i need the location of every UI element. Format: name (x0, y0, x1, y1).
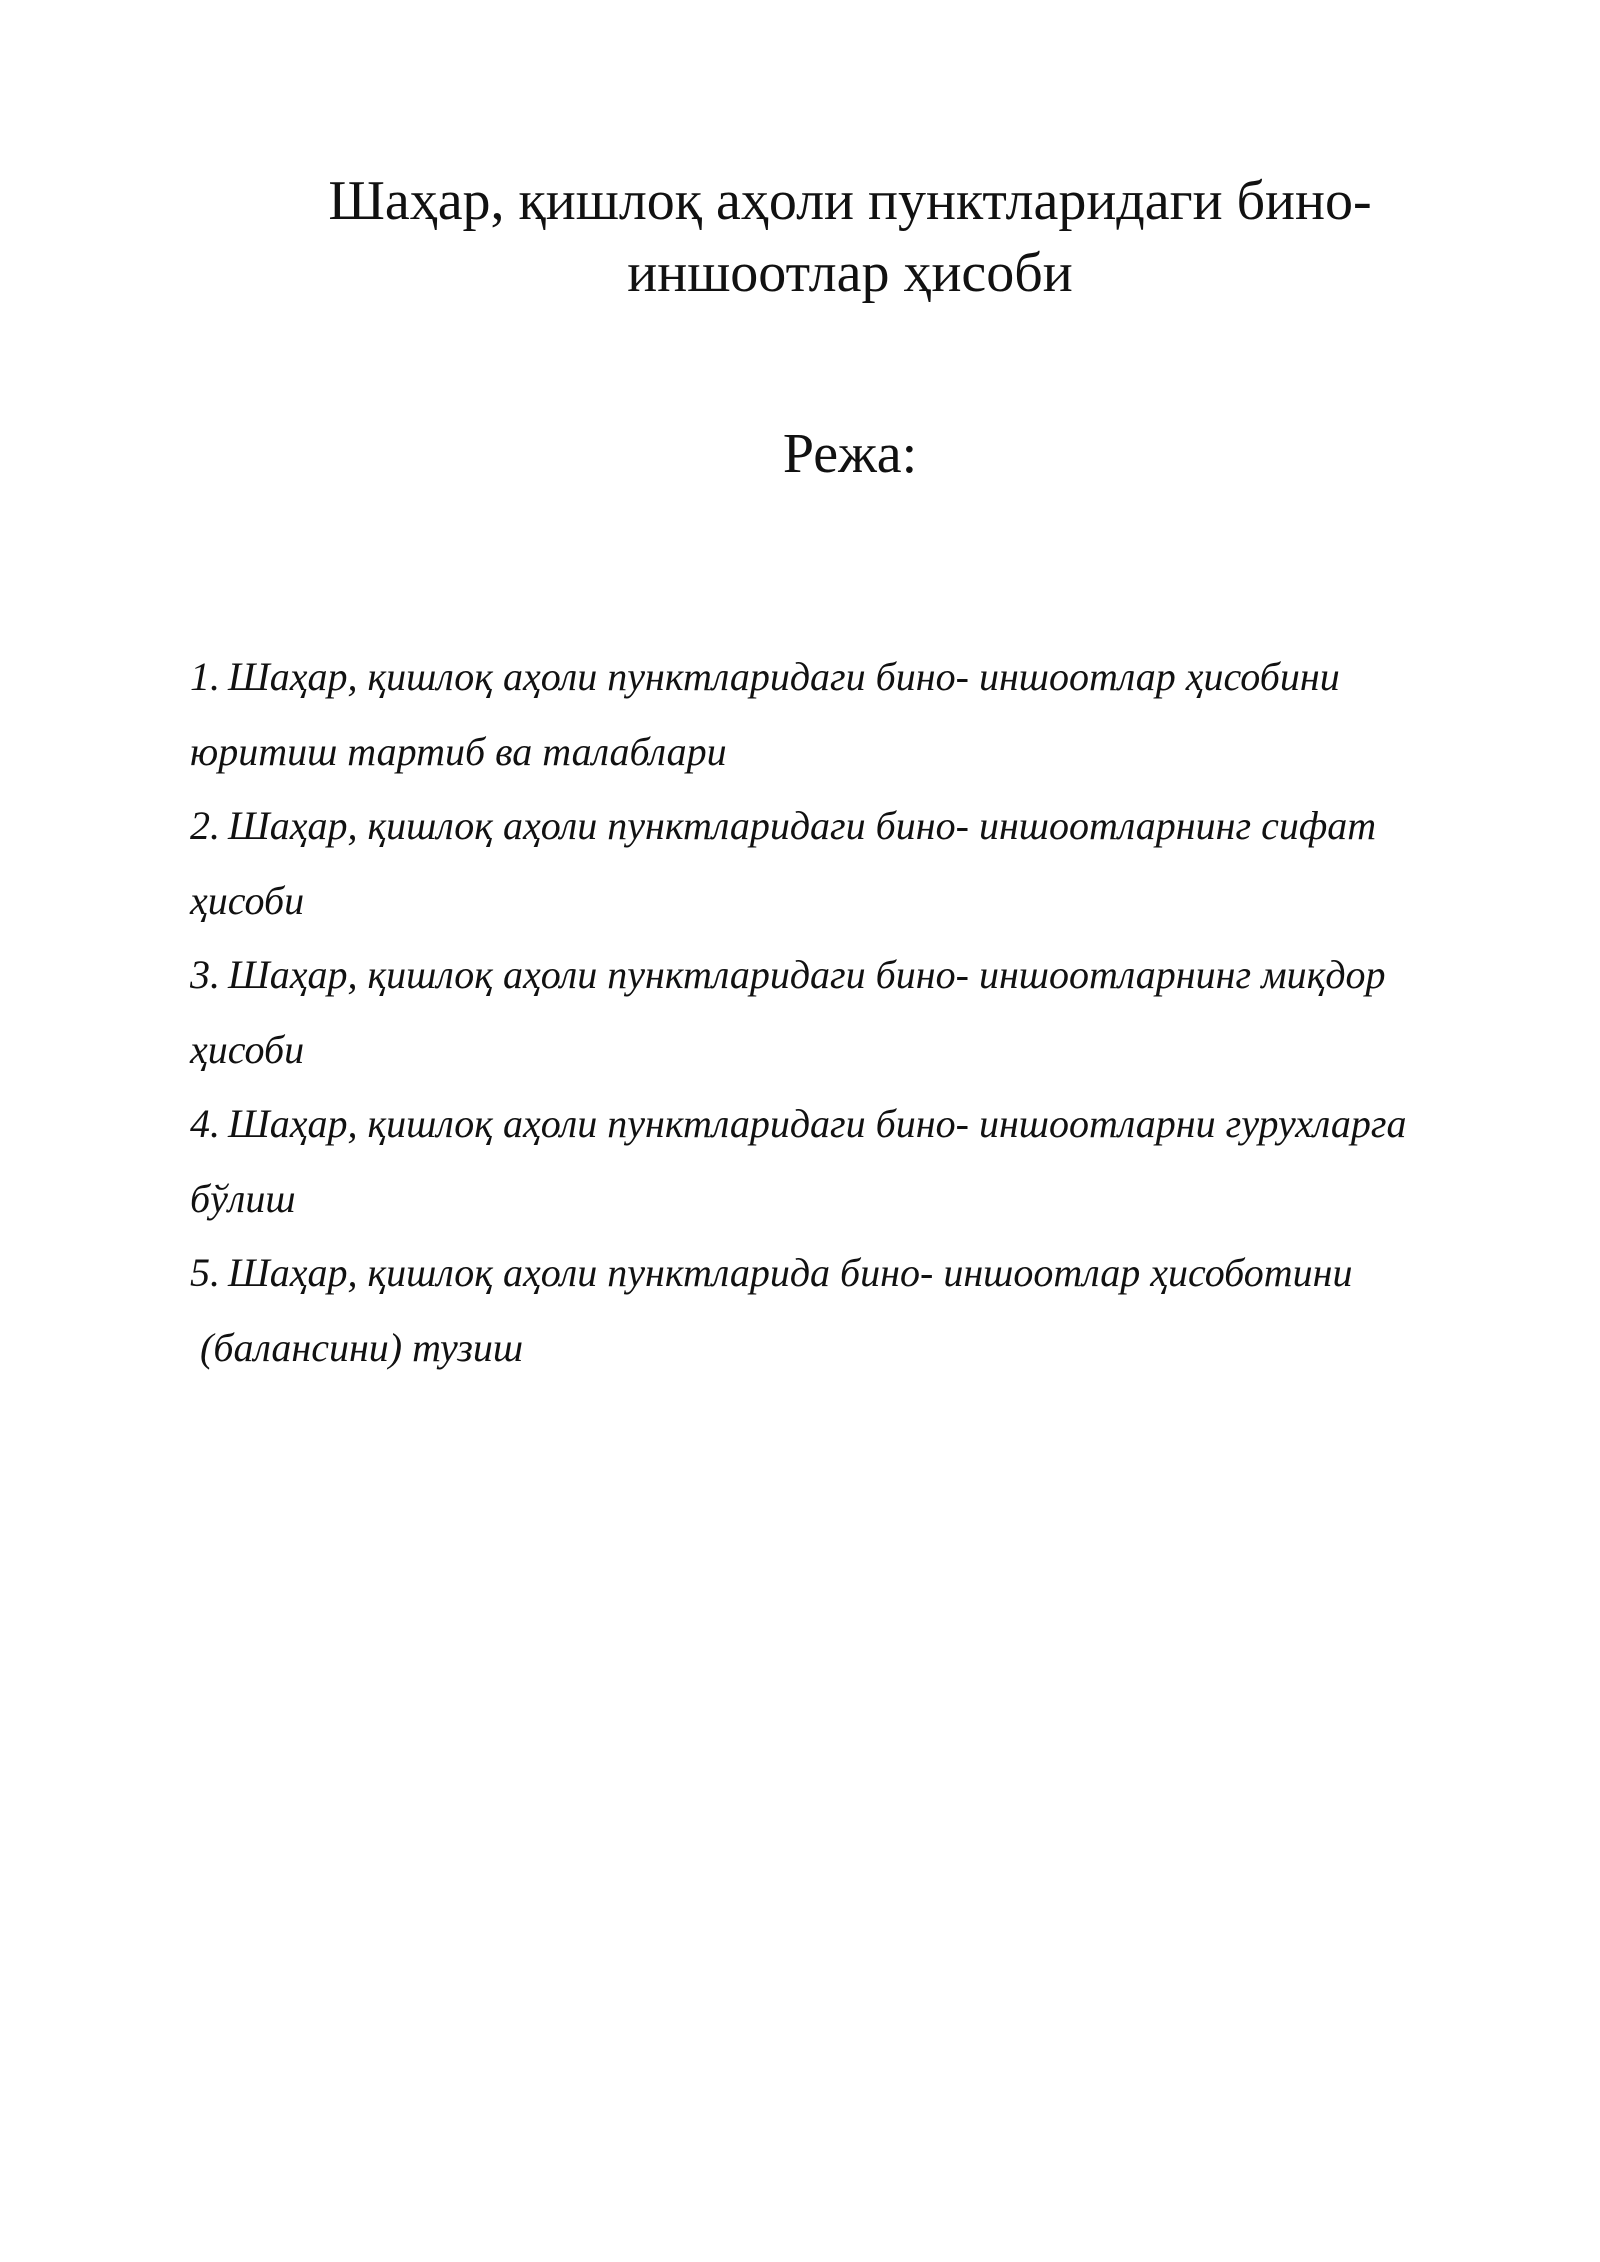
plan-item-line (190, 1236, 1530, 1311)
plan-item-continuation: ҳисоби (190, 877, 305, 923)
plan-item-continuation: ҳисоби (190, 1026, 305, 1072)
plan-item-number: 2. (190, 803, 220, 848)
plan-item-continuation: (балансини) тузиш (200, 1324, 524, 1370)
plan-list (190, 640, 1530, 1385)
plan-item-3 (190, 938, 1530, 1087)
plan-item-text: Шаҳар, қишлоқ аҳоли пунктларидаги бино- иншоотларнинг сифат (228, 803, 1377, 848)
plan-item-continuation: юритиш тартиб ва талаблари (190, 728, 727, 774)
plan-item-number: 3. (190, 952, 220, 997)
plan-heading: Режа: (782, 423, 918, 485)
plan-item-1 (190, 640, 1530, 789)
plan-item-number: 5. (190, 1250, 220, 1295)
plan-item-text: Шаҳар, қишлоқ аҳоли пунктларидаги бино- иншоотларнинг миқдор (228, 952, 1386, 997)
document-title-line-2: иншоотлар ҳисоби (627, 242, 1073, 304)
plan-item-line (190, 640, 1530, 715)
plan-item-text: Шаҳар, қишлоқ аҳоли пунктларидаги бино- иншоотлар ҳисобини (228, 654, 1340, 699)
plan-item-number: 1. (190, 654, 220, 699)
plan-item-number: 4. (190, 1101, 220, 1146)
plan-item-text: Шаҳар, қишлоқ аҳоли пунктларидаги бино- иншоотларни гурухларга (228, 1101, 1407, 1146)
plan-item-4 (190, 1087, 1530, 1236)
document-title (190, 165, 1510, 309)
plan-item-5 (190, 1236, 1530, 1385)
plan-item-line (190, 1087, 1530, 1162)
plan-item-continuation: бўлиш (190, 1175, 296, 1221)
plan-item-line (190, 938, 1530, 1013)
plan-item-text: Шаҳар, қишлоқ аҳоли пунктларида бино- иншоотлар ҳисоботини (228, 1250, 1353, 1295)
document-title-line-1: Шаҳар, қишлоқ аҳоли пунктларидаги бино- (328, 170, 1372, 232)
plan-item-2 (190, 789, 1530, 938)
plan-item-line (190, 789, 1530, 864)
